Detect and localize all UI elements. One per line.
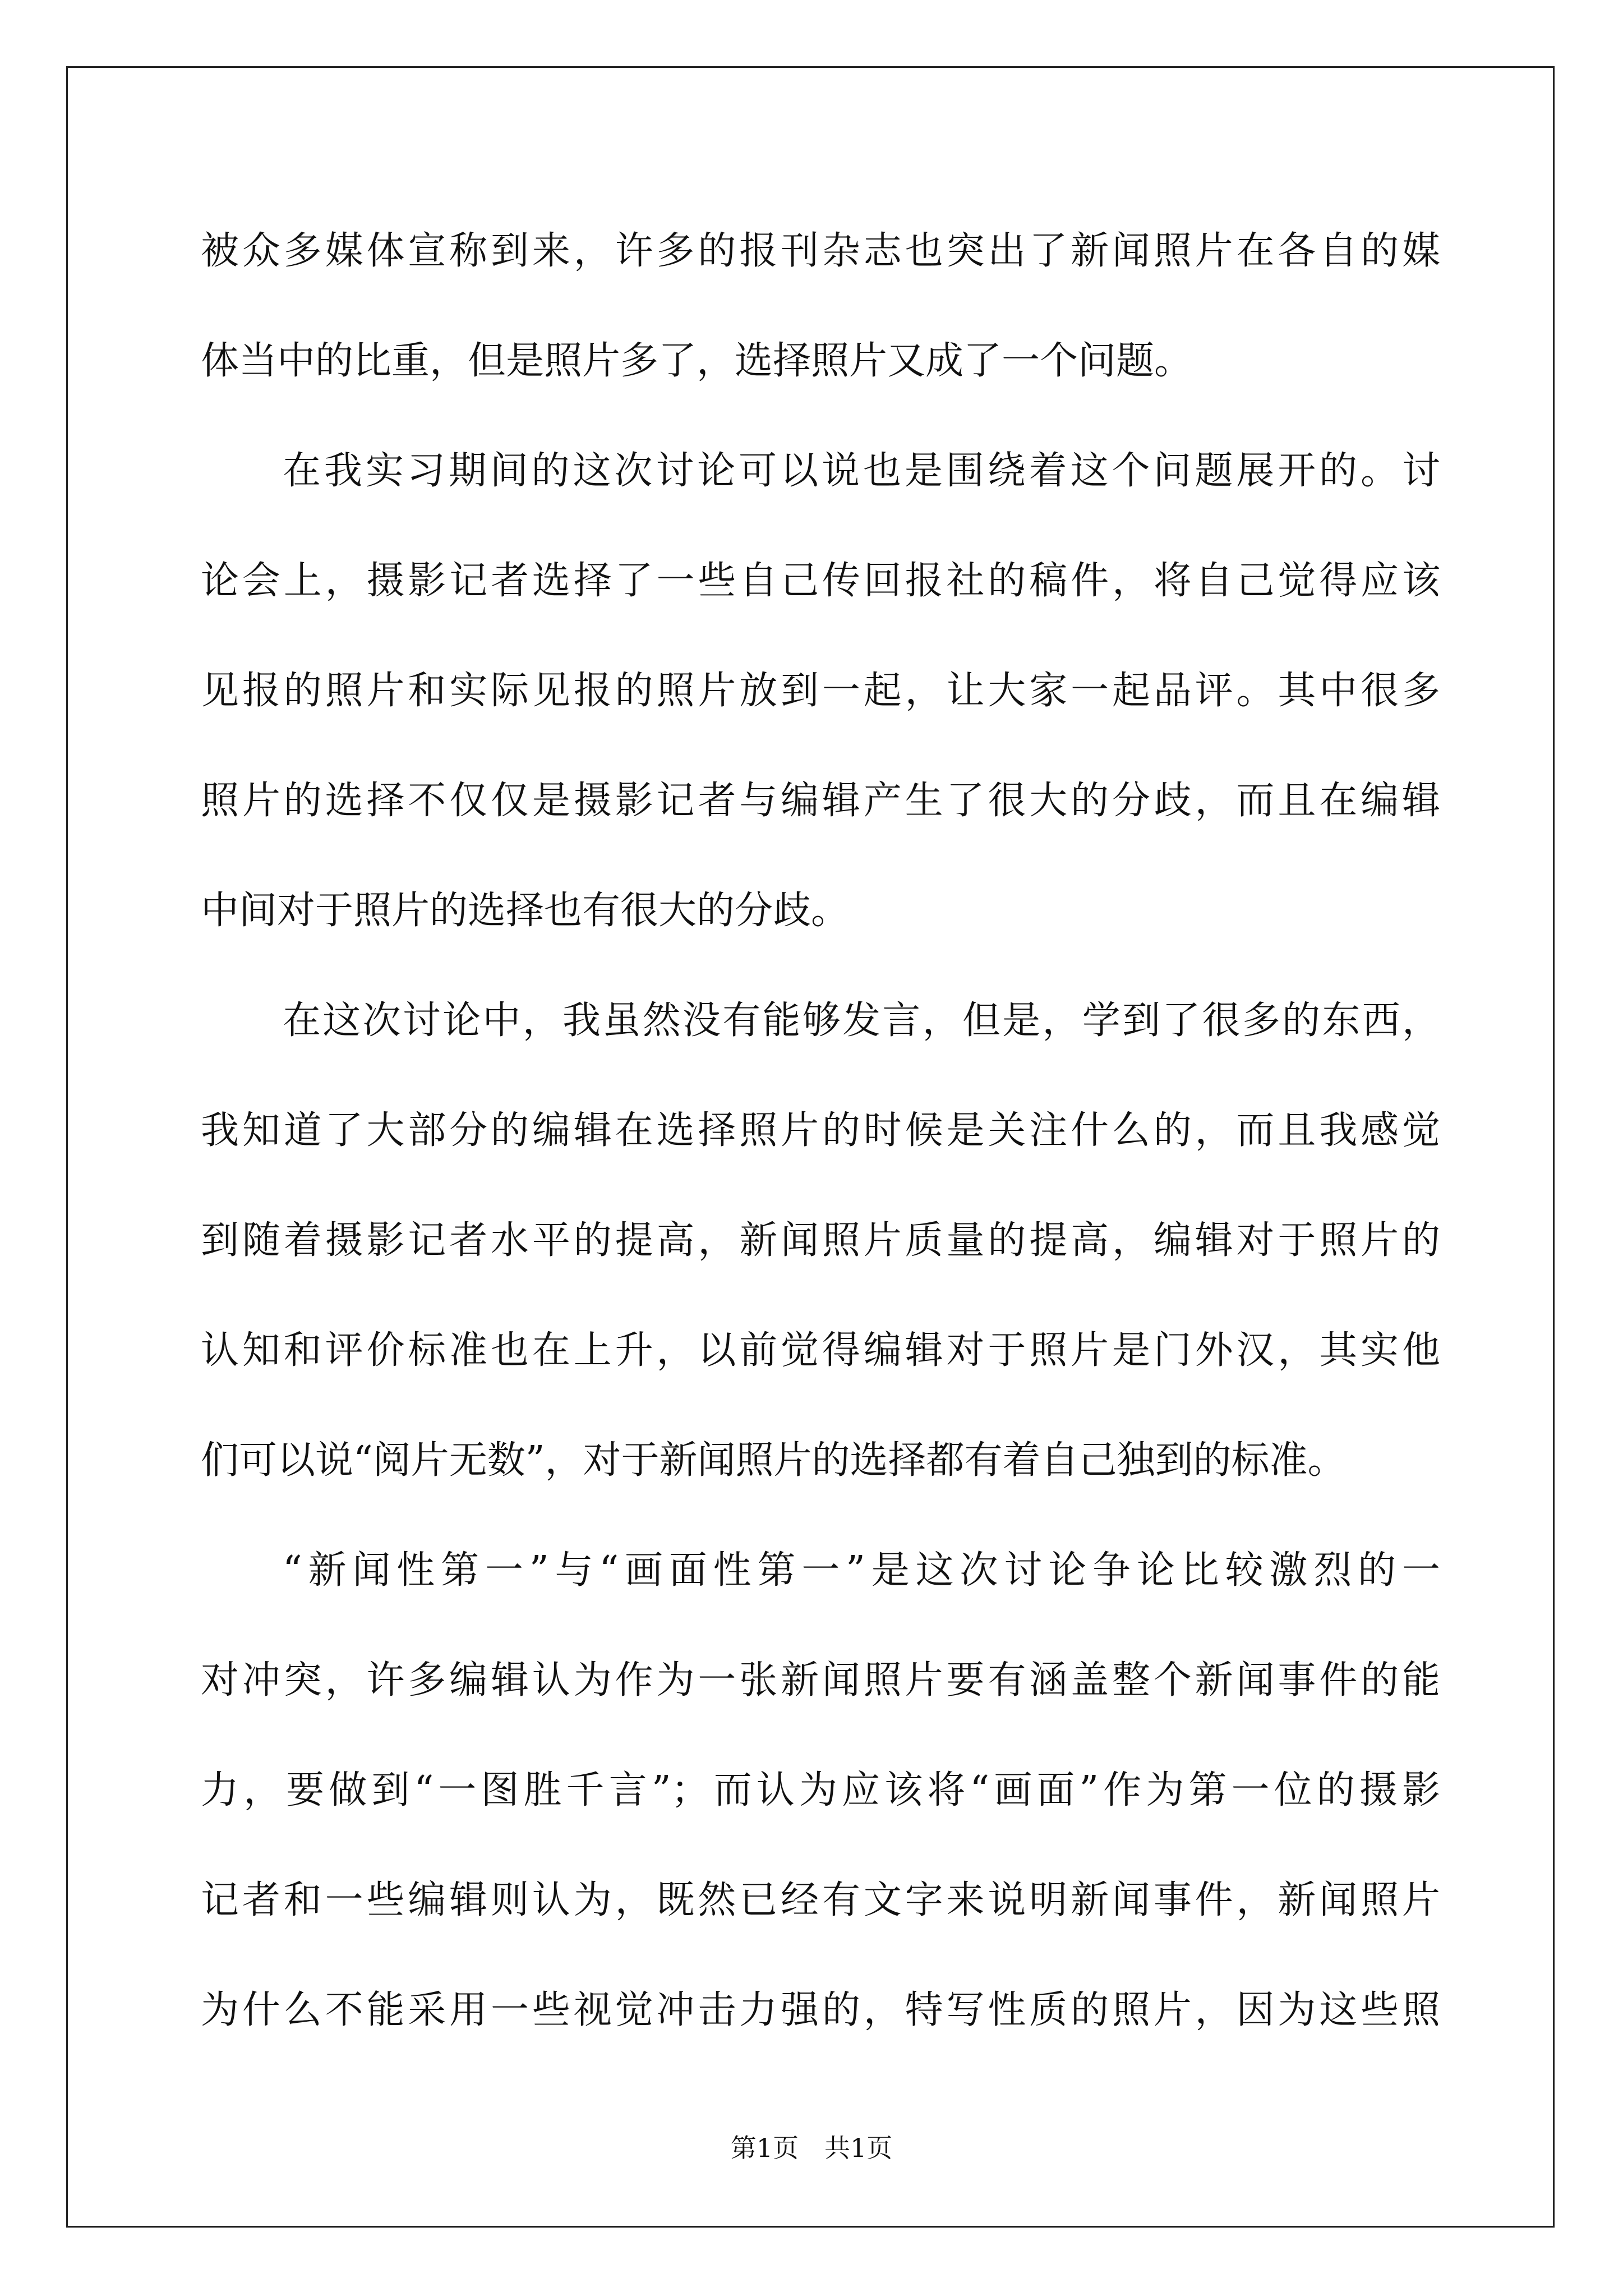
text-line: 见报的照片和实际见报的照片放到一起，让大家一起品评。其中很多	[201, 669, 1440, 713]
text-line: 力，要做到“一图胜千言”；而认为应该将“画面”作为第一位的摄影	[201, 1768, 1440, 1812]
text-line: 为什么不能采用一些视觉冲击力强的，特写性质的照片，因为这些照	[201, 1988, 1440, 2032]
text-line: 对冲突，许多编辑认为作为一张新闻照片要有涵盖整个新闻事件的能	[201, 1658, 1440, 1703]
text-line: 们可以说“阅片无数”，对于新闻照片的选择都有着自己独到的标准。	[201, 1438, 1346, 1483]
text-line: 我知道了大部分的编辑在选择照片的时候是关注什么的，而且我感觉	[201, 1108, 1440, 1153]
text-line: 中间对于照片的选择也有很大的分歧。	[201, 889, 850, 933]
text-line: 论会上，摄影记者选择了一些自己传回报社的稿件，将自己觉得应该	[201, 559, 1440, 603]
text-line: 被众多媒体宣称到来，许多的报刊杂志也突出了新闻照片在各自的媒	[201, 229, 1440, 273]
text-line: 照片的选择不仅仅是摄影记者与编辑产生了很大的分歧，而且在编辑	[201, 779, 1440, 823]
document-body	[201, 196, 1440, 2065]
paragraph-first-line: 在这次讨论中，我虽然没有能够发言，但是，学到了很多的东西，	[283, 999, 1440, 1043]
text-line: 认知和评价标准也在上升，以前觉得编辑对于照片是门外汉，其实他	[201, 1328, 1440, 1373]
paragraph-first-line: 在我实习期间的这次讨论可以说也是围绕着这个问题展开的。讨	[283, 449, 1440, 493]
text-line: 体当中的比重，但是照片多了，选择照片又成了一个问题。	[201, 339, 1193, 383]
text-line: 到随着摄影记者水平的提高，新闻照片质量的提高，编辑对于照片的	[201, 1218, 1440, 1263]
text-line: 记者和一些编辑则认为，既然已经有文字来说明新闻事件，新闻照片	[201, 1878, 1440, 1922]
paragraph-first-line: “新闻性第一”与“画面性第一”是这次讨论争论比较激烈的一	[283, 1548, 1440, 1593]
page-number-footer: 第1页 共1页	[730, 2133, 893, 2163]
